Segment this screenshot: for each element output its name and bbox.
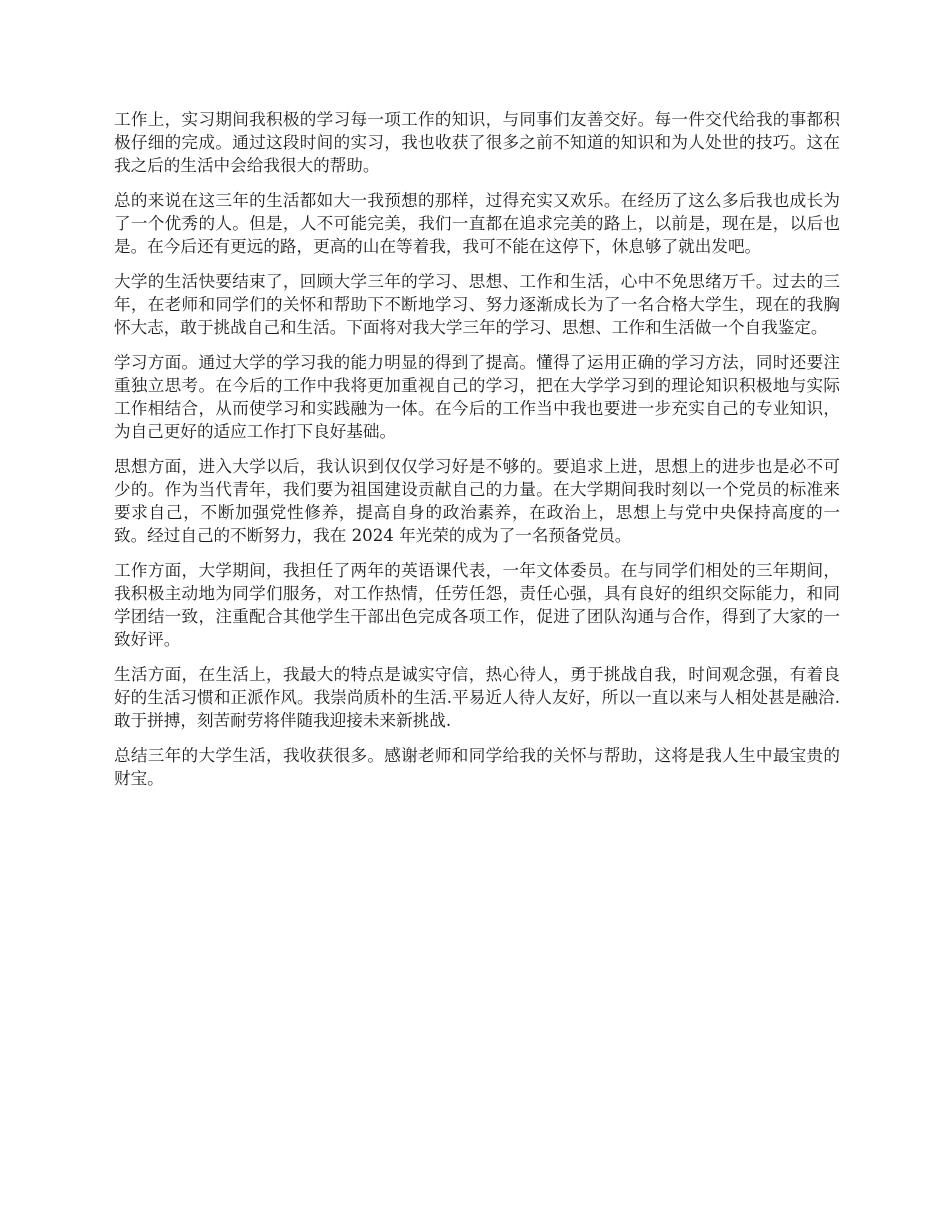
document-body: [114, 108, 840, 802]
paragraph: 学习方面。通过大学的学习我的能力明显的得到了提高。懂得了运用正确的学习方法，同时还要注重独立思考。在今后的工作中我将更加重视自己的学习，把在大学学习到的理论知识积极地与实际工作相结合，从而使学习和实践融为一体。在今后的工作当中我也要进一步充实自己的专业知识，为自己更好的适应工作打下良好基础。: [114, 353, 840, 441]
paragraph: 大学的生活快要结束了，回顾大学三年的学习、思想、工作和生活，心中不免思绪万千。过去的三年，在老师和同学们的关怀和帮助下不断地学习、努力逐渐成长为了一名合格大学生，现在的我胸怀大志，敢于挑战自己和生活。下面将对我大学三年的学习、思想、工作和生活做一个自我鉴定。: [114, 272, 840, 337]
paragraph: 总结三年的大学生活，我收获很多。感谢老师和同学给我的关怀与帮助，这将是我人生中最宝贵的财宝。: [114, 746, 840, 788]
paragraph: 工作方面，大学期间，我担任了两年的英语课代表，一年文体委员。在与同学们相处的三年期间，我积极主动地为同学们服务，对工作热情，任劳任怨，责任心强，具有良好的组织交际能力，和同学团结一致，注重配合其他学生干部出色完成各项工作，促进了团队沟通与合作，得到了大家的一致好评。: [114, 561, 840, 649]
paragraph: 思想方面，进入大学以后，我认识到仅仅学习好是不够的。要追求上进，思想上的进步也是必不可少的。作为当代青年，我们要为祖国建设贡献自己的力量。在大学期间我时刻以一个党员的标准来要求自己，不断加强党性修养，提高自身的政治素养，在政治上，思想上与党中央保持高度的一致。经过自己的不断努力，我在 2024 年光荣的成为了一名预备党员。: [114, 457, 840, 545]
paragraph: 生活方面，在生活上，我最大的特点是诚实守信，热心待人，勇于挑战自我，时间观念强，有着良好的生活习惯和正派作风。我崇尚质朴的生活.平易近人待人友好，所以一直以来与人相处甚是融洽.敢于拼搏，刻苦耐劳将伴随我迎接未来新挑战.: [114, 665, 840, 730]
paragraph: 总的来说在这三年的生活都如大一我预想的那样，过得充实又欢乐。在经历了这么多后我也成长为了一个优秀的人。但是，人不可能完美，我们一直都在追求完美的路上，以前是，现在是，以后也是。在今后还有更远的路，更高的山在等着我，我可不能在这停下，休息够了就出发吧。: [114, 191, 840, 256]
paragraph: 工作上，实习期间我积极的学习每一项工作的知识，与同事们友善交好。每一件交代给我的事都积极仔细的完成。通过这段时间的实习，我也收获了很多之前不知道的知识和为人处世的技巧。这在我之后的生活中会给我很大的帮助。: [114, 110, 840, 175]
